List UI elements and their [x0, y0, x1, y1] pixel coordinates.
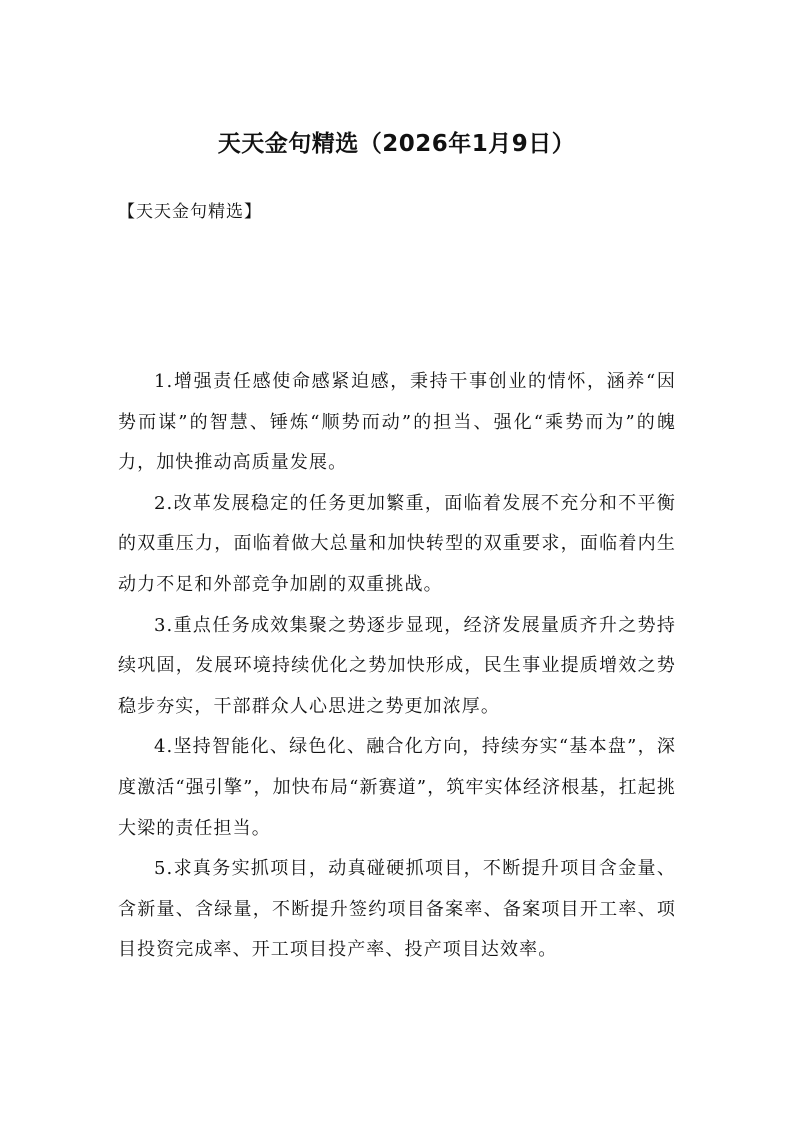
section-label: 【天天金句精选】	[118, 202, 262, 222]
paragraph-4: 4.坚持智能化、绿色化、融合化方向，持续夯实“基本盘”，深度激活“强引擎”，加快布局“新赛道”，筑牢实体经济根基，扛起挑大梁的责任担当。	[118, 736, 676, 839]
document-body	[118, 362, 676, 971]
paragraph-5: 5.求真务实抓项目，动真碰硬抓项目，不断提升项目含金量、含新量、含绿量，不断提升签约项目备案率、备案项目开工率、项目投资完成率、开工项目投产率、投产项目达效率。	[118, 858, 676, 961]
paragraph-2: 2.改革发展稳定的任务更加繁重，面临着发展不充分和不平衡的双重压力，面临着做大总量和加快转型的双重要求，面临着内生动力不足和外部竞争加剧的双重挑战。	[118, 492, 676, 595]
paragraph-1: 1.增强责任感使命感紧迫感，秉持干事创业的情怀，涵养“因势而谋”的智慧、锤炼“顺势而动”的担当、强化“乘势而为”的魄力，加快推动高质量发展。	[118, 371, 676, 474]
document-title: 天天金句精选（2026年1月9日）	[217, 131, 576, 157]
paragraph-3: 3.重点任务成效集聚之势逐步显现，经济发展量质齐升之势持续巩固，发展环境持续优化之势加快形成，民生事业提质增效之势稳步夯实，干部群众人心思进之势更加浓厚。	[118, 614, 676, 717]
